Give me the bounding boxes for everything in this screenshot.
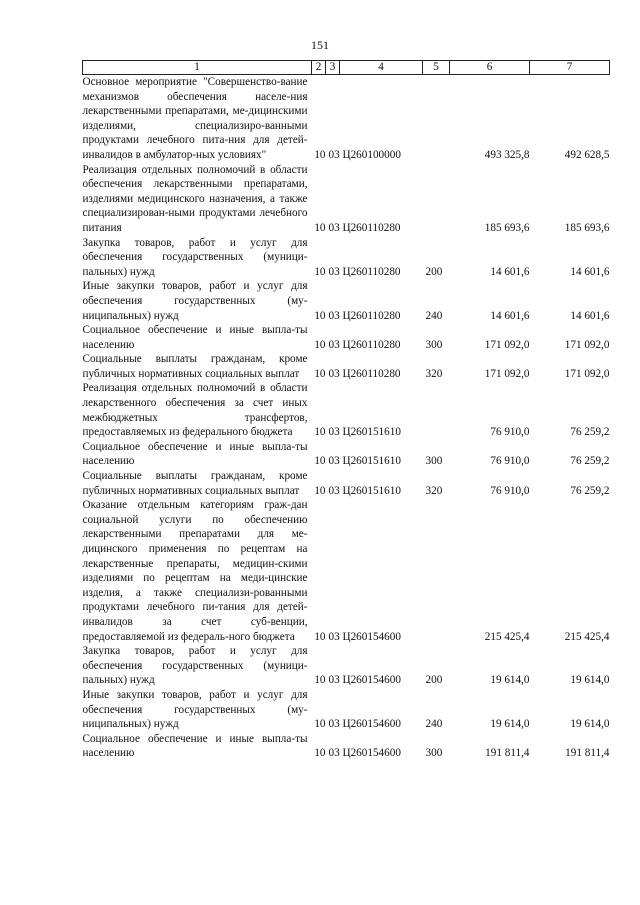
row-expense-type [423,498,450,644]
row-value-col7: 19 614,0 [570,718,610,731]
row-expense-type: 300 [425,455,443,468]
row-section: 10 [314,367,326,380]
row-target-code: Ц260110280 [342,221,401,234]
row-value-col7: 171 092,0 [564,338,610,351]
row-value-col6: 76 910,0 [490,426,530,439]
row-name: Социальные выплаты гражданам, кроме публичных нормативных социальных выплат [82,470,308,497]
row-name: Иные закупки товаров, работ и услуг для обеспечения государственных (му-ниципальных) нужд [82,688,308,731]
row-expense-type: 240 [425,718,443,731]
row-name: Закупка товаров, работ и услуг для обеспечения государственных (муници-пальных) нужд [82,236,308,278]
table-row [83,688,610,732]
row-target-code: Ц260100000 [342,148,401,161]
row-value-col6: 76 910,0 [490,484,530,497]
row-name: Социальное обеспечение и иные выпла-ты населению [82,732,308,760]
row-expense-type: 200 [425,674,443,687]
table-body [83,75,610,761]
table-row [83,732,610,761]
row-section: 10 [314,718,326,731]
row-subsection: 03 [328,367,340,380]
row-target-code: Ц260151610 [342,484,401,497]
row-subsection: 03 [328,148,340,161]
row-value-col6: 19 614,0 [490,674,530,687]
row-value-col7: 19 614,0 [570,674,610,687]
row-target-code: Ц260110280 [342,265,401,278]
row-value-col7: 171 092,0 [564,367,610,380]
header-col-1: 1 [83,61,312,75]
header-col-4: 4 [340,61,423,75]
row-section: 10 [314,674,326,687]
row-value-col6: 171 092,0 [484,338,530,351]
table-row [83,352,610,381]
row-value-col6: 171 092,0 [484,367,530,380]
table-row [83,381,610,439]
row-subsection: 03 [328,630,340,643]
row-name: Социальные выплаты гражданам, кроме публичных нормативных социальных выплат [82,353,308,380]
table-row [83,498,610,644]
row-target-code: Ц260154600 [342,630,401,643]
row-name: Иные закупки товаров, работ и услуг для обеспечения государственных (му-ниципальных) нужд [82,280,308,322]
row-expense-type: 200 [425,265,443,278]
table-row [83,279,610,323]
row-section: 10 [314,148,326,161]
row-subsection: 03 [328,426,340,439]
row-name: Реализация отдельных полномочий в области обеспечения лекарственными препаратами, изделиями медицинского назначения, а также специализирован-ными продуктами лечебного питания [82,163,308,234]
row-section: 10 [314,426,326,439]
row-value-col6: 14 601,6 [490,265,530,278]
header-col-5: 5 [423,61,450,75]
row-expense-type: 300 [425,338,443,351]
row-expense-type [423,75,450,163]
row-section: 10 [314,747,326,760]
row-section: 10 [314,455,326,468]
row-target-code: Ц260151610 [342,426,401,439]
row-target-code: Ц260151610 [342,455,401,468]
row-value-col7: 185 693,6 [564,221,610,234]
header-col-2: 2 [312,61,326,75]
row-value-col7: 76 259,2 [570,455,610,468]
row-subsection: 03 [328,484,340,497]
row-name: Основное мероприятие "Совершенство-вание механизмов обеспечения населе-ния лекарственными препаратами, ме-дицинскими изделиями, специализиро-ванными продуктами лечебного пита-ния для детей-инвалидов в амбулатор-ных условиях" [82,76,308,161]
row-value-col7: 492 628,5 [564,148,610,161]
row-expense-type: 320 [425,367,443,380]
row-subsection: 03 [328,221,340,234]
row-value-col6: 14 601,6 [490,309,530,322]
row-subsection: 03 [328,265,340,278]
row-value-col6: 19 614,0 [490,718,530,731]
table-row [83,75,610,163]
row-target-code: Ц260110280 [342,338,401,351]
row-target-code: Ц260154600 [342,718,401,731]
row-section: 10 [314,484,326,497]
header-col-3: 3 [326,61,340,75]
table-row [83,440,610,469]
row-subsection: 03 [328,747,340,760]
row-name: Реализация отдельных полномочий в области лекарственного обеспечения за счет иных межбюджетных трансфертов, предоставляемых из федерального бюджета [82,382,308,439]
row-target-code: Ц260154600 [342,674,401,687]
row-value-col7: 191 811,4 [565,747,610,760]
row-subsection: 03 [328,718,340,731]
row-value-col6: 215 425,4 [484,630,530,643]
table-row [83,236,610,280]
row-subsection: 03 [328,674,340,687]
row-section: 10 [314,221,326,234]
row-target-code: Ц260154600 [342,747,401,760]
row-expense-type: 320 [425,484,443,497]
table-row [83,469,610,498]
row-value-col7: 76 259,2 [570,484,610,497]
row-section: 10 [314,309,326,322]
row-subsection: 03 [328,455,340,468]
row-expense-type [423,163,450,236]
row-value-col6: 185 693,6 [484,221,530,234]
table-row [83,163,610,236]
budget-table [82,60,610,761]
row-expense-type: 240 [425,309,443,322]
row-target-code: Ц260110280 [342,367,401,380]
row-value-col6: 493 325,8 [484,148,530,161]
row-value-col7: 76 259,2 [570,426,610,439]
row-subsection: 03 [328,338,340,351]
row-value-col6: 76 910,0 [490,455,530,468]
table-header-row [83,61,610,75]
row-name: Оказание отдельным категориям граж-дан социальной услуги по обеспечению лекарственными препаратами для ме-дицинского применения по рецептам на лекарственные препараты, медицин-скими изделиями по рецептам на меди-цинские изделия, а также специализи-рованными продуктами лечебного пи-тания для детей-инвалидов за счет суб-венции, предоставляемой из федераль-ного бюджета [82,499,308,643]
row-name: Социальное обеспечение и иные выпла-ты населению [82,324,308,351]
row-subsection: 03 [328,309,340,322]
table-row [83,644,610,688]
row-value-col7: 14 601,6 [570,265,610,278]
row-target-code: Ц260110280 [342,309,401,322]
header-col-6: 6 [450,61,530,75]
row-expense-type: 300 [425,747,443,760]
table-row [83,323,610,352]
page-number: 151 [311,38,329,52]
row-name: Закупка товаров, работ и услуг для обеспечения государственных (муници-пальных) нужд [82,645,308,687]
header-col-7: 7 [530,61,610,75]
row-value-col6: 191 811,4 [485,747,530,760]
row-value-col7: 215 425,4 [564,630,610,643]
row-value-col7: 14 601,6 [570,309,610,322]
row-expense-type [423,381,450,439]
row-section: 10 [314,630,326,643]
row-name: Социальное обеспечение и иные выпла-ты населению [82,440,308,468]
row-section: 10 [314,338,326,351]
row-section: 10 [314,265,326,278]
